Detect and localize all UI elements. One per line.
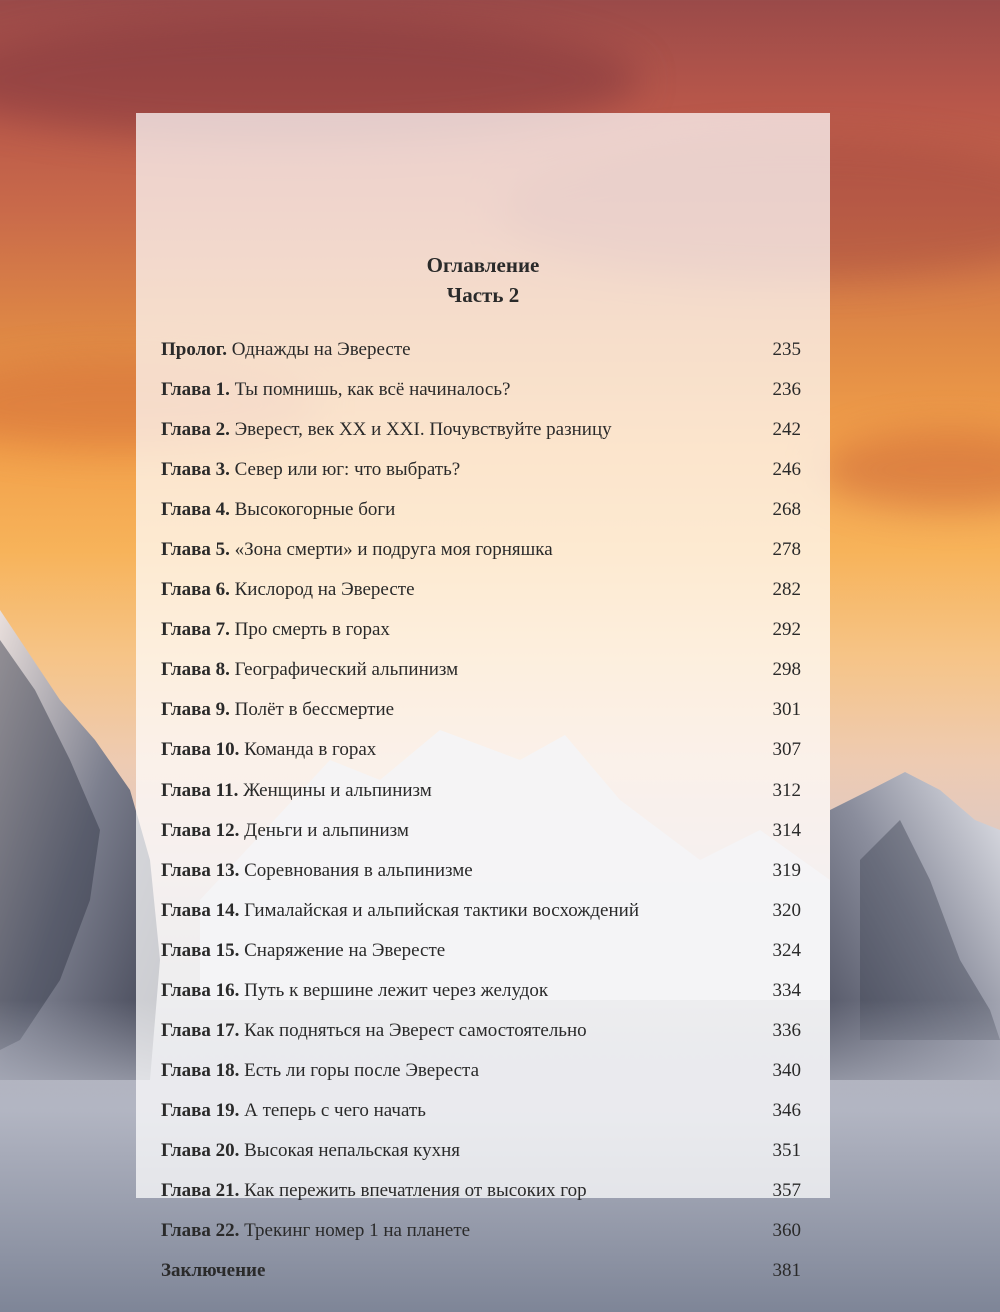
toc-entry-prefix: Пролог. [161,339,227,360]
toc-entry-page: 312 [772,779,801,801]
toc-entry-page: 320 [772,899,801,921]
toc-entry-label [161,539,553,560]
toc-entry-label [161,579,415,600]
toc-entry-prefix: Глава 3. [161,459,230,481]
toc-entry-title: Путь к вершине лежит через желудок [244,979,549,1001]
toc-entry-label [161,860,473,881]
toc-entry-label [161,820,409,841]
toc-entry [161,816,801,856]
toc-header [136,250,830,310]
part-title: Часть 2 [446,283,520,307]
toc-entry-prefix: Глава 16. [161,979,240,1001]
toc-entry-page: 381 [772,1260,801,1282]
toc-entry [161,976,801,1016]
toc-entry-prefix: Глава 12. [161,819,240,841]
toc-entry-label [161,699,394,720]
toc-entry-title: Трекинг номер 1 на планете [244,1220,471,1242]
toc-entry-prefix: Глава 21. [161,1179,240,1201]
toc-entry-title: Гималайская и альпийская тактики восхождений [244,899,639,921]
toc-entry-label [161,619,390,640]
toc-entry-title: Есть ли горы после Эвереста [244,1059,479,1081]
toc-entry-prefix: Глава 15. [161,939,240,961]
toc-entry-label [161,1140,460,1161]
toc-entry [161,1056,801,1096]
toc-entry-label [161,739,376,760]
toc-entry-prefix: Глава 5. [161,539,230,561]
toc-entry [161,495,801,535]
toc-entry-label [161,419,612,440]
toc-entry-label [161,1220,470,1241]
toc-entry-label [161,1100,426,1121]
toc-entry-title: Эверест, век XX и XXI. Почувствуйте разницу [234,419,612,441]
toc-entry-prefix: Глава 8. [161,659,230,681]
toc-entry-label [161,339,411,360]
toc-entry-page: 334 [772,979,801,1001]
toc-entry-page: 278 [772,539,801,561]
toc-entry-title: «Зона смерти» и подруга моя горняшка [234,539,553,561]
toc-entry-prefix: Глава 4. [161,499,230,521]
toc-entry-page: 340 [772,1059,801,1081]
toc-entry-title: Ты помнишь, как всё начиналось? [234,379,511,401]
toc-entry [161,375,801,415]
toc-entry-title: Полёт в бессмертие [234,699,395,721]
toc-entry-title: Высокогорные боги [234,499,396,521]
toc-entry-page: 314 [772,819,801,841]
toc-entry-page: 336 [772,1019,801,1041]
toc-entry-title: Кислород на Эвересте [234,579,415,601]
toc-entry [161,1096,801,1136]
toc-entry-prefix: Глава 19. [161,1099,240,1121]
toc-entry-page: 246 [772,459,801,481]
toc-entry-label [161,940,445,961]
toc-entry-page: 235 [772,339,801,360]
toc-entry [161,1176,801,1216]
toc-entry [161,455,801,495]
toc-entry [161,575,801,615]
toc-entry-title: Однажды на Эвересте [231,339,411,360]
toc-entry-prefix: Глава 20. [161,1139,240,1161]
toc-entry-label [161,980,548,1001]
toc-entry [161,936,801,976]
toc-entry-page: 282 [772,579,801,601]
toc-entry-title: Север или юг: что выбрать? [234,459,461,481]
toc-entry-title: Как подняться на Эверест самостоятельно [244,1019,587,1041]
toc-entry-page: 307 [772,739,801,761]
toc-entry [161,1016,801,1056]
toc-entry [161,655,801,695]
toc-entry-label [161,900,639,921]
toc-entry-page: 360 [772,1220,801,1242]
toc-entry [161,695,801,735]
toc-entry-title: Снаряжение на Эвересте [244,939,446,961]
toc-entry-page: 292 [772,619,801,641]
toc-entry-label [161,659,458,680]
toc-entry [161,776,801,816]
toc-entry-label [161,1260,265,1281]
toc-entry-prefix: Глава 13. [161,859,240,881]
toc-entry-title: Команда в горах [244,739,377,761]
toc-entry-page: 351 [772,1139,801,1161]
toc-entry-page: 324 [772,939,801,961]
toc-entry-label [161,459,460,480]
toc-entry-title: Географический альпинизм [234,659,459,681]
toc-entry-page: 298 [772,659,801,681]
toc-entry-prefix: Глава 14. [161,899,240,921]
toc-entry-prefix: Глава 6. [161,579,230,601]
toc-entry [161,735,801,775]
toc-entry [161,335,801,375]
toc-entry-page: 242 [772,419,801,441]
toc-list [161,335,801,1296]
toc-entry-prefix: Глава 9. [161,699,230,721]
page-title: Оглавление [426,253,540,277]
toc-entry-page: 319 [772,859,801,881]
toc-entry [161,1136,801,1176]
toc-entry-label [161,1180,587,1201]
toc-entry-prefix: Глава 7. [161,619,230,641]
toc-panel [136,113,830,1282]
toc-entry-page: 357 [772,1179,801,1201]
toc-entry [161,1216,801,1256]
toc-entry-label [161,499,395,520]
toc-entry [161,1256,801,1296]
toc-entry [161,896,801,936]
toc-entry-prefix: Заключение [161,1260,266,1282]
toc-entry-prefix: Глава 18. [161,1059,240,1081]
toc-entry-title: Соревнования в альпинизме [244,859,473,881]
toc-entry-prefix: Глава 17. [161,1019,240,1041]
toc-entry-label [161,379,510,400]
toc-entry-title: Про смерть в горах [234,619,390,641]
toc-entry-prefix: Глава 2. [161,419,230,441]
toc-entry-page: 301 [772,699,801,721]
toc-entry-page: 268 [772,499,801,521]
toc-entry-prefix: Глава 11. [161,779,239,801]
toc-entry-prefix: Глава 22. [161,1220,240,1242]
toc-entry-title: Высокая непальская кухня [244,1139,461,1161]
toc-entry-label [161,1020,587,1041]
toc-entry [161,535,801,575]
toc-entry-label [161,1060,479,1081]
toc-entry [161,856,801,896]
toc-entry-prefix: Глава 1. [161,379,230,401]
toc-entry-page: 236 [772,379,801,401]
toc-entry-title: Женщины и альпинизм [243,779,432,801]
toc-entry-title: Деньги и альпинизм [244,819,409,841]
toc-entry [161,615,801,655]
toc-entry-prefix: Глава 10. [161,739,240,761]
toc-entry-label [161,780,432,801]
toc-entry-title: Как пережить впечатления от высоких гор [244,1179,587,1201]
toc-entry [161,415,801,455]
toc-entry-page: 346 [772,1099,801,1121]
toc-entry-title: А теперь с чего начать [244,1099,426,1121]
